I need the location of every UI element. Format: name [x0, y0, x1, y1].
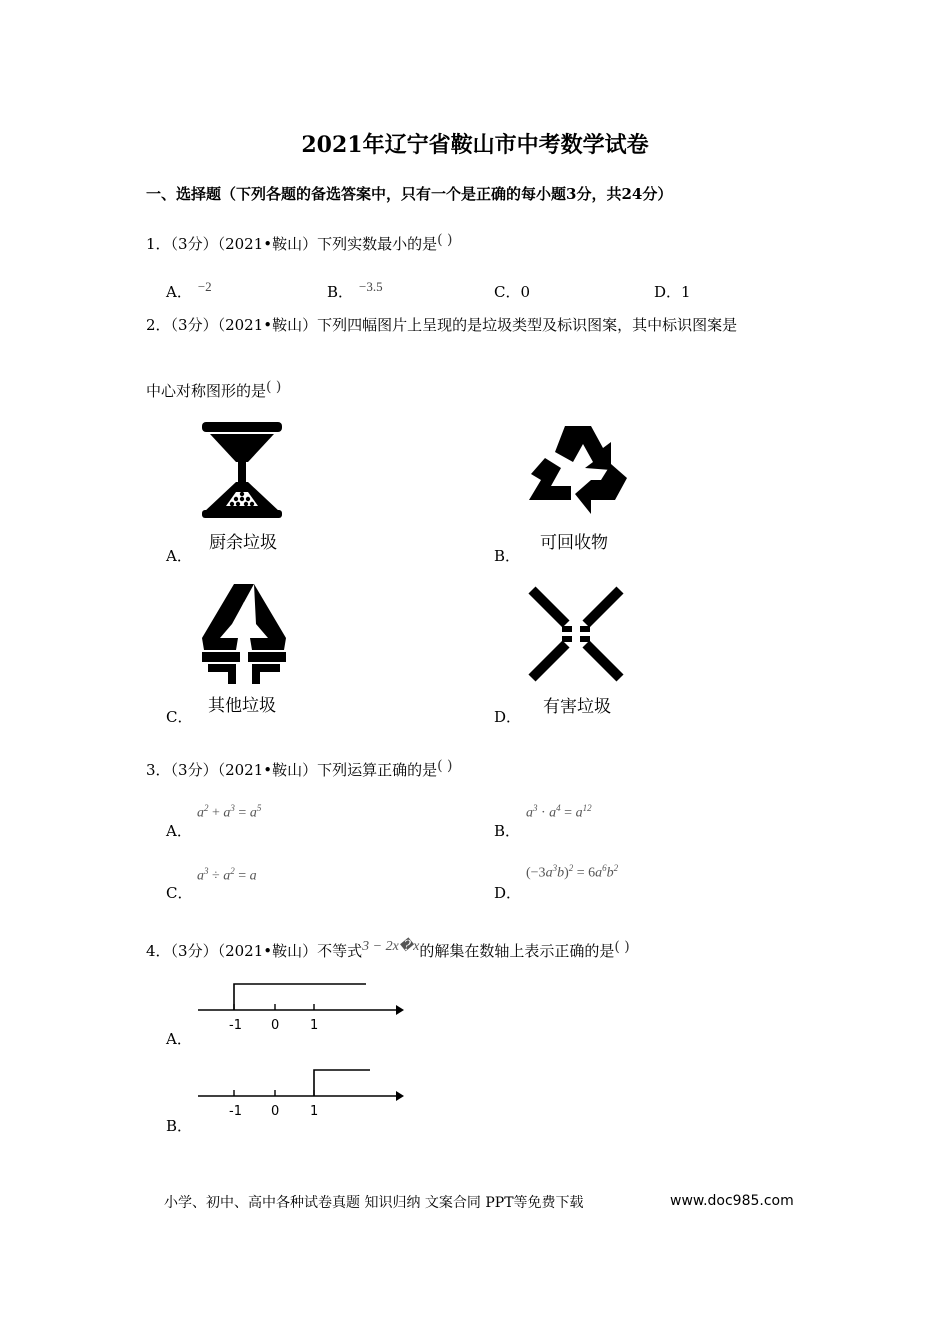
number-line-a [196, 978, 406, 1034]
q3-option-a-label: A． [166, 822, 192, 840]
q2-option-a-label: A． [166, 547, 192, 565]
q4-option-b-label: B． [166, 1117, 193, 1135]
tick-label: 0 [271, 1104, 280, 1119]
q3-formula-a: $a^2 + a^3 = a^5$ [197, 803, 262, 821]
page-title: 2021年辽宁省鞍山市中考数学试卷 [301, 132, 649, 158]
hazardous-icon [526, 586, 626, 682]
q2-caption-b: 可回收物 [540, 533, 608, 553]
q1-option-a: A． −2 [166, 279, 212, 301]
other-waste-icon [198, 580, 290, 686]
inequality: 3 − 2x�x [362, 939, 420, 954]
q3-option-c-label: C． [166, 884, 193, 902]
q3-option-d-label: D． [494, 884, 522, 902]
q3-formula-d: $(-3a^3b)^2 = 6a^6b^2$ [526, 863, 619, 881]
question-1-stem: 1．（3分）（2021•鞍山）下列实数最小的是( ) [146, 232, 453, 253]
tick-label: 1 [310, 1104, 319, 1119]
answer-blank: ( ) [614, 939, 630, 955]
q2-option-c-label: C． [166, 708, 193, 726]
q2-option-d-label: D． [494, 708, 522, 726]
answer-blank: ( ) [266, 379, 282, 395]
question-4-stem: 4．（3分）（2021•鞍山）不等式3 − 2x�x的解集在数轴上表示正确的是( ) [146, 939, 630, 960]
q1-option-b: B． −3.5 [327, 279, 383, 301]
q2-caption-d: 有害垃圾 [543, 697, 611, 717]
question-3-stem: 3．（3分）（2021•鞍山）下列运算正确的是( ) [146, 758, 453, 779]
footer-url[interactable]: www.doc985.com [670, 1193, 794, 1209]
number-line-b [196, 1066, 406, 1122]
q2-caption-a: 厨余垃圾 [209, 533, 277, 553]
recycle-icon [525, 422, 631, 518]
footer-text: 小学、初中、高中各种试卷真题 知识归纳 文案合同 PPT等免费下载 [164, 1195, 584, 1211]
question-2-stem-line1: 2．（3分）（2021•鞍山）下列四幅图片上呈现的是垃圾类型及标识图案，其中标识图案是 [146, 316, 738, 334]
section-heading: 一、选择题（下列各题的备选答案中，只有一个是正确的每小题3分，共24分） [146, 185, 673, 203]
q3-formula-b: $a^3 \cdot a^4 = a^{12}$ [526, 803, 592, 821]
tick-label: 1 [310, 1018, 319, 1033]
answer-blank: ( ) [437, 232, 453, 248]
q1-option-c: C．0 [494, 283, 531, 301]
q4-option-a-label: A． [166, 1030, 192, 1048]
q2-option-b-label: B． [494, 547, 521, 565]
q3-formula-c: $a^3 \div a^2 = a$ [197, 866, 257, 884]
tick-label: 0 [271, 1018, 280, 1033]
q3-option-b-label: B． [494, 822, 521, 840]
tick-label: -1 [229, 1104, 242, 1119]
hourglass-icon [198, 420, 286, 520]
answer-blank: ( ) [437, 758, 453, 774]
tick-label: -1 [229, 1018, 242, 1033]
q2-caption-c: 其他垃圾 [208, 696, 276, 716]
q1-option-d: D．1 [654, 283, 691, 301]
question-2-stem-line2: 中心对称图形的是( ) [146, 379, 282, 400]
